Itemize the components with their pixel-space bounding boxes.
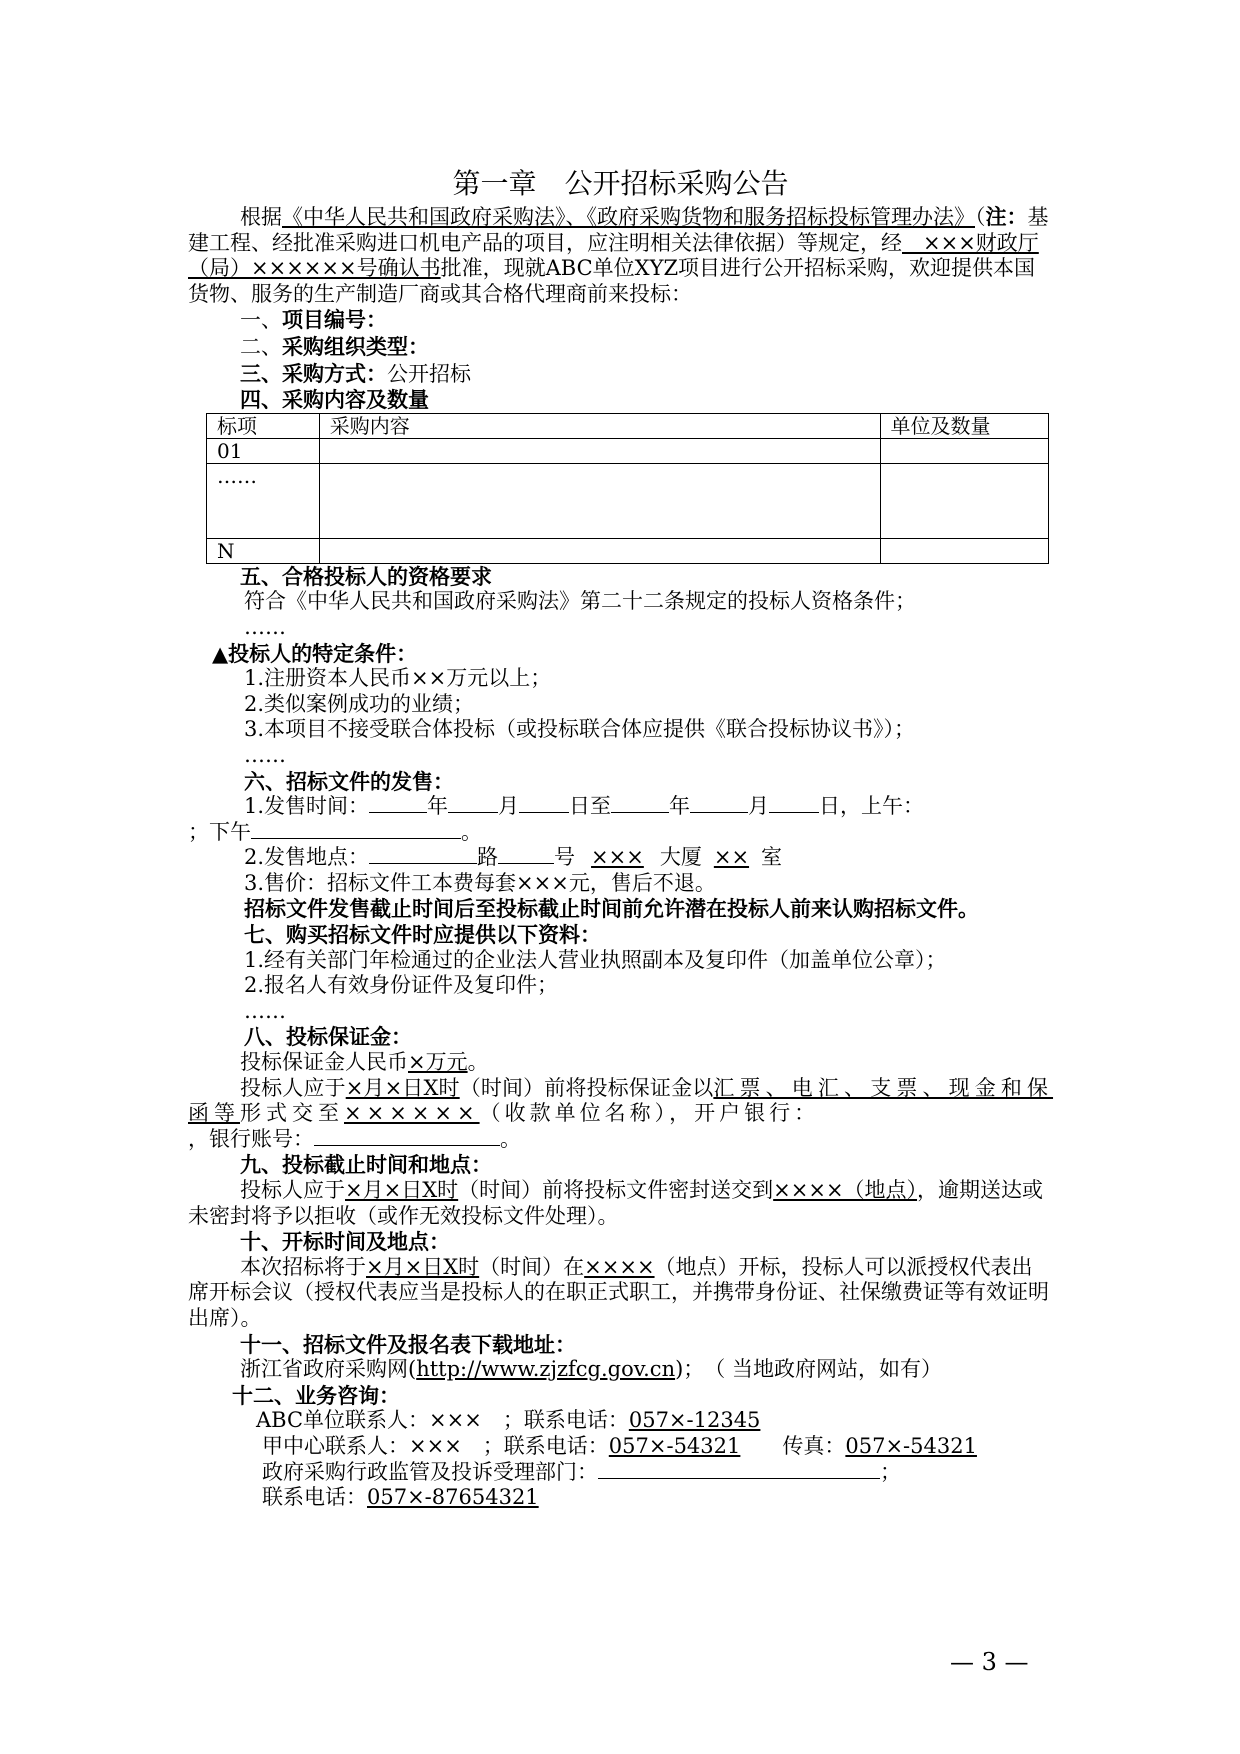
phone-number: 057×-87654321 [367, 1485, 539, 1510]
content-cell [319, 438, 880, 463]
section-number: 三、 [240, 360, 282, 386]
material-item: 2.报名人有效身份证件及复印件； [244, 973, 559, 998]
fax-label: 传真： [740, 1433, 846, 1458]
opening-place: ×××× [584, 1254, 655, 1279]
download-text: 浙江省政府采购网( [240, 1357, 417, 1382]
header-content: 采购内容 [319, 413, 880, 438]
phone-number: 057×-12345 [628, 1408, 761, 1433]
condition-item: 2.类似案例成功的业绩； [244, 691, 475, 716]
intro-text: 批准，现就ABC单位XYZ项目进行公开招标采购，欢迎提供本国货物、服务的生产制造厂商或其合格代理商前来投标： [188, 256, 1036, 306]
ellipsis: …… [244, 614, 286, 639]
deadline-text: ，逾期送达或未密封将予以拒收（或作无效投标文件处理）。 [188, 1178, 1044, 1228]
content-cell [319, 538, 880, 563]
sale-place-label: 2.发售地点： [244, 845, 370, 870]
blank-field [611, 794, 669, 813]
section-heading: 采购组织类型： [282, 333, 429, 359]
sale-time-line [188, 794, 1053, 820]
download-line [188, 1357, 1053, 1383]
afternoon-label: ；下午 [188, 819, 251, 844]
deposit-amount-line [188, 1050, 1053, 1076]
law-reference: 《政府采购货物和服务招标投标管理办法》 [586, 205, 975, 229]
section-heading: 项目编号： [282, 307, 387, 333]
supervision-label: 政府采购行政监管及投诉受理部门： [262, 1459, 598, 1484]
quantity-cell [880, 438, 1048, 463]
unit-day-to: 日至 [569, 794, 612, 819]
qualification-line: 符合《中华人民共和国政府采购法》第二十二条规定的投标人资格条件； [244, 589, 916, 614]
blank-field [519, 794, 569, 813]
unit-month: 月 [498, 794, 520, 819]
supervision-line [188, 1460, 1053, 1486]
blank-field [369, 794, 427, 813]
material-item: 1.经有关部门年检通过的企业法人营业执照副本及复印件（加盖单位公章）； [244, 947, 947, 972]
ellipsis: …… [244, 998, 286, 1023]
table-header-row [207, 413, 1049, 438]
intro-paragraph [188, 204, 1053, 307]
section-7-heading: 七、购买招标文件时应提供以下资料： [244, 922, 601, 948]
unit-year: 年 [427, 794, 449, 819]
sale-note: 招标文件发售截止时间后至投标截止时间前允许潜在投标人前来认购招标文件。 [244, 896, 979, 922]
section-6-heading: 六、招标文件的发售： [244, 768, 454, 794]
items-table [206, 413, 1049, 564]
room-number: ×× [713, 845, 750, 870]
deposit-text: （收款单位名称），开户银行： [479, 1101, 820, 1126]
opening-time: ×月×日X时 [366, 1254, 480, 1279]
period: 。 [461, 819, 482, 844]
blank-field [598, 1460, 880, 1479]
sale-time-line-2 [188, 820, 1053, 846]
contact-line [188, 1434, 1053, 1460]
deadline-text: 投标人应于 [240, 1178, 345, 1202]
contact-line [188, 1408, 1053, 1434]
section-2 [188, 334, 1053, 361]
bid-place: ××××（地点） [773, 1178, 918, 1202]
approval-number: ×××财政厅（局）××××××号确认书 [188, 230, 1039, 281]
sale-time-label: 1.发售时间： [244, 794, 370, 819]
section-number: 一、 [240, 308, 282, 333]
unit-building: 大厦 [659, 845, 702, 870]
website-link[interactable]: http://www.zjzfcg.gov.cn [416, 1357, 676, 1382]
header-quantity: 单位及数量 [880, 413, 1048, 438]
contact-text: ABC单位联系人：××× ；联系电话： [256, 1408, 629, 1433]
section-4-heading: 四、采购内容及数量 [240, 387, 429, 413]
section-1 [188, 307, 1053, 334]
procurement-method: 公开招标 [387, 361, 471, 386]
lot-cell: 01 [207, 438, 320, 463]
section-8-heading: 八、投标保证金： [244, 1024, 412, 1050]
account-label: ，银行账号： [188, 1126, 314, 1151]
blank-field [251, 820, 461, 839]
blank-field [690, 794, 748, 813]
lot-cell: N [207, 538, 320, 563]
phone-label: 联系电话： [262, 1485, 367, 1510]
deposit-text: 形式交至 [240, 1101, 344, 1126]
deposit-deadline: ×月×日X时 [345, 1075, 460, 1100]
unit-number: 号 [554, 845, 576, 870]
deposit-text: （时间）前将投标保证金以 [459, 1075, 714, 1100]
condition-item: 3.本项目不接受联合体投标（或投标联合体应提供《联合投标协议书》）； [244, 717, 916, 742]
table-row [207, 438, 1049, 463]
intro-text: 等规定，经 [797, 230, 902, 255]
section-3 [188, 361, 1053, 388]
semicolon: ； [880, 1459, 901, 1484]
period: 。 [500, 1126, 521, 1151]
page-number: — 3 — [950, 1648, 1029, 1676]
header-lot: 标项 [207, 413, 320, 438]
section-10-heading: 十、开标时间及地点： [240, 1229, 450, 1255]
section-9-heading: 九、投标截止时间和地点： [240, 1152, 492, 1178]
section-11-heading: 十一、招标文件及报名表下载地址： [240, 1331, 576, 1357]
fax-number: 057×-54321 [845, 1433, 977, 1458]
blank-field [314, 1127, 500, 1146]
unit-year: 年 [669, 794, 691, 819]
price-line: 3.售价：招标文件工本费每套×××元，售后不退。 [244, 870, 716, 895]
section-12-heading: 十二、业务咨询： [232, 1382, 400, 1408]
deadline-paragraph [188, 1178, 1053, 1229]
deposit-text: 投标人应于 [240, 1075, 346, 1100]
special-conditions-heading: ▲投标人的特定条件： [212, 640, 418, 666]
unit-month: 月 [748, 794, 770, 819]
period: 。 [467, 1050, 489, 1075]
note-label: 注： [985, 204, 1028, 229]
blank-field [498, 845, 554, 864]
deposit-label: 投标保证金人民币 [240, 1050, 408, 1075]
table-row [207, 463, 1049, 538]
quantity-cell [880, 463, 1048, 538]
condition-item: 1.注册资本人民币××万元以上； [244, 666, 552, 691]
chapter-title: 第一章 公开招标采购公告 [452, 167, 789, 200]
opening-text: 本次招标将于 [240, 1254, 366, 1279]
download-text: )； （ 当地政府网站，如有） [675, 1357, 942, 1382]
law-reference: 《中华人民共和国政府采购法》 [282, 205, 566, 229]
note-open: （ [975, 205, 986, 229]
deposit-amount: ×万元 [408, 1050, 468, 1075]
blank-field [769, 794, 819, 813]
payee-name: ×××××× [344, 1101, 480, 1126]
bank-account-line [188, 1127, 1053, 1153]
payment-methods: 汇票、电汇、支票、现金和保函等 [188, 1075, 1054, 1126]
contact-text: 甲中心联系人：××× ；联系电话： [262, 1433, 609, 1458]
opening-paragraph [188, 1255, 1053, 1332]
document-body [188, 204, 1053, 1511]
law-separator: 、 [565, 205, 587, 229]
blank-field [369, 845, 477, 864]
section-5-heading: 五、合格投标人的资格要求 [240, 563, 492, 589]
unit-road: 路 [477, 845, 499, 870]
unit-room: 室 [761, 845, 783, 870]
opening-text: （时间）在 [479, 1254, 585, 1279]
lot-cell: …… [207, 463, 320, 538]
intro-text: 根据 [240, 205, 282, 229]
deadline-text: （时间）前将投标文件密封送交到 [458, 1178, 774, 1202]
section-heading: 采购方式： [282, 360, 387, 386]
note-text: 基建工程、经批准采购进口机电产品的项目，应注明相关法律依据） [188, 205, 1049, 255]
blank-field [448, 794, 498, 813]
content-cell [319, 463, 880, 538]
section-number: 二、 [240, 334, 282, 359]
table-row [207, 538, 1049, 563]
building-name: ××× [591, 845, 644, 870]
unit-day-am: 日，上午： [819, 794, 925, 819]
quantity-cell [880, 538, 1048, 563]
supervision-phone-line [188, 1485, 1053, 1511]
opening-text: （地点）开标，投标人可以派授权代表出席开标会议（授权代表应当是投标人的在职正式职工，并携带身份证、社保缴费证等有效证明出席）。 [188, 1254, 1049, 1330]
ellipsis: …… [244, 742, 286, 767]
deposit-method-line [188, 1076, 1053, 1127]
bid-deadline: ×月×日X时 [345, 1178, 459, 1202]
phone-number: 057×-54321 [608, 1433, 741, 1458]
sale-place-line [188, 845, 1053, 871]
